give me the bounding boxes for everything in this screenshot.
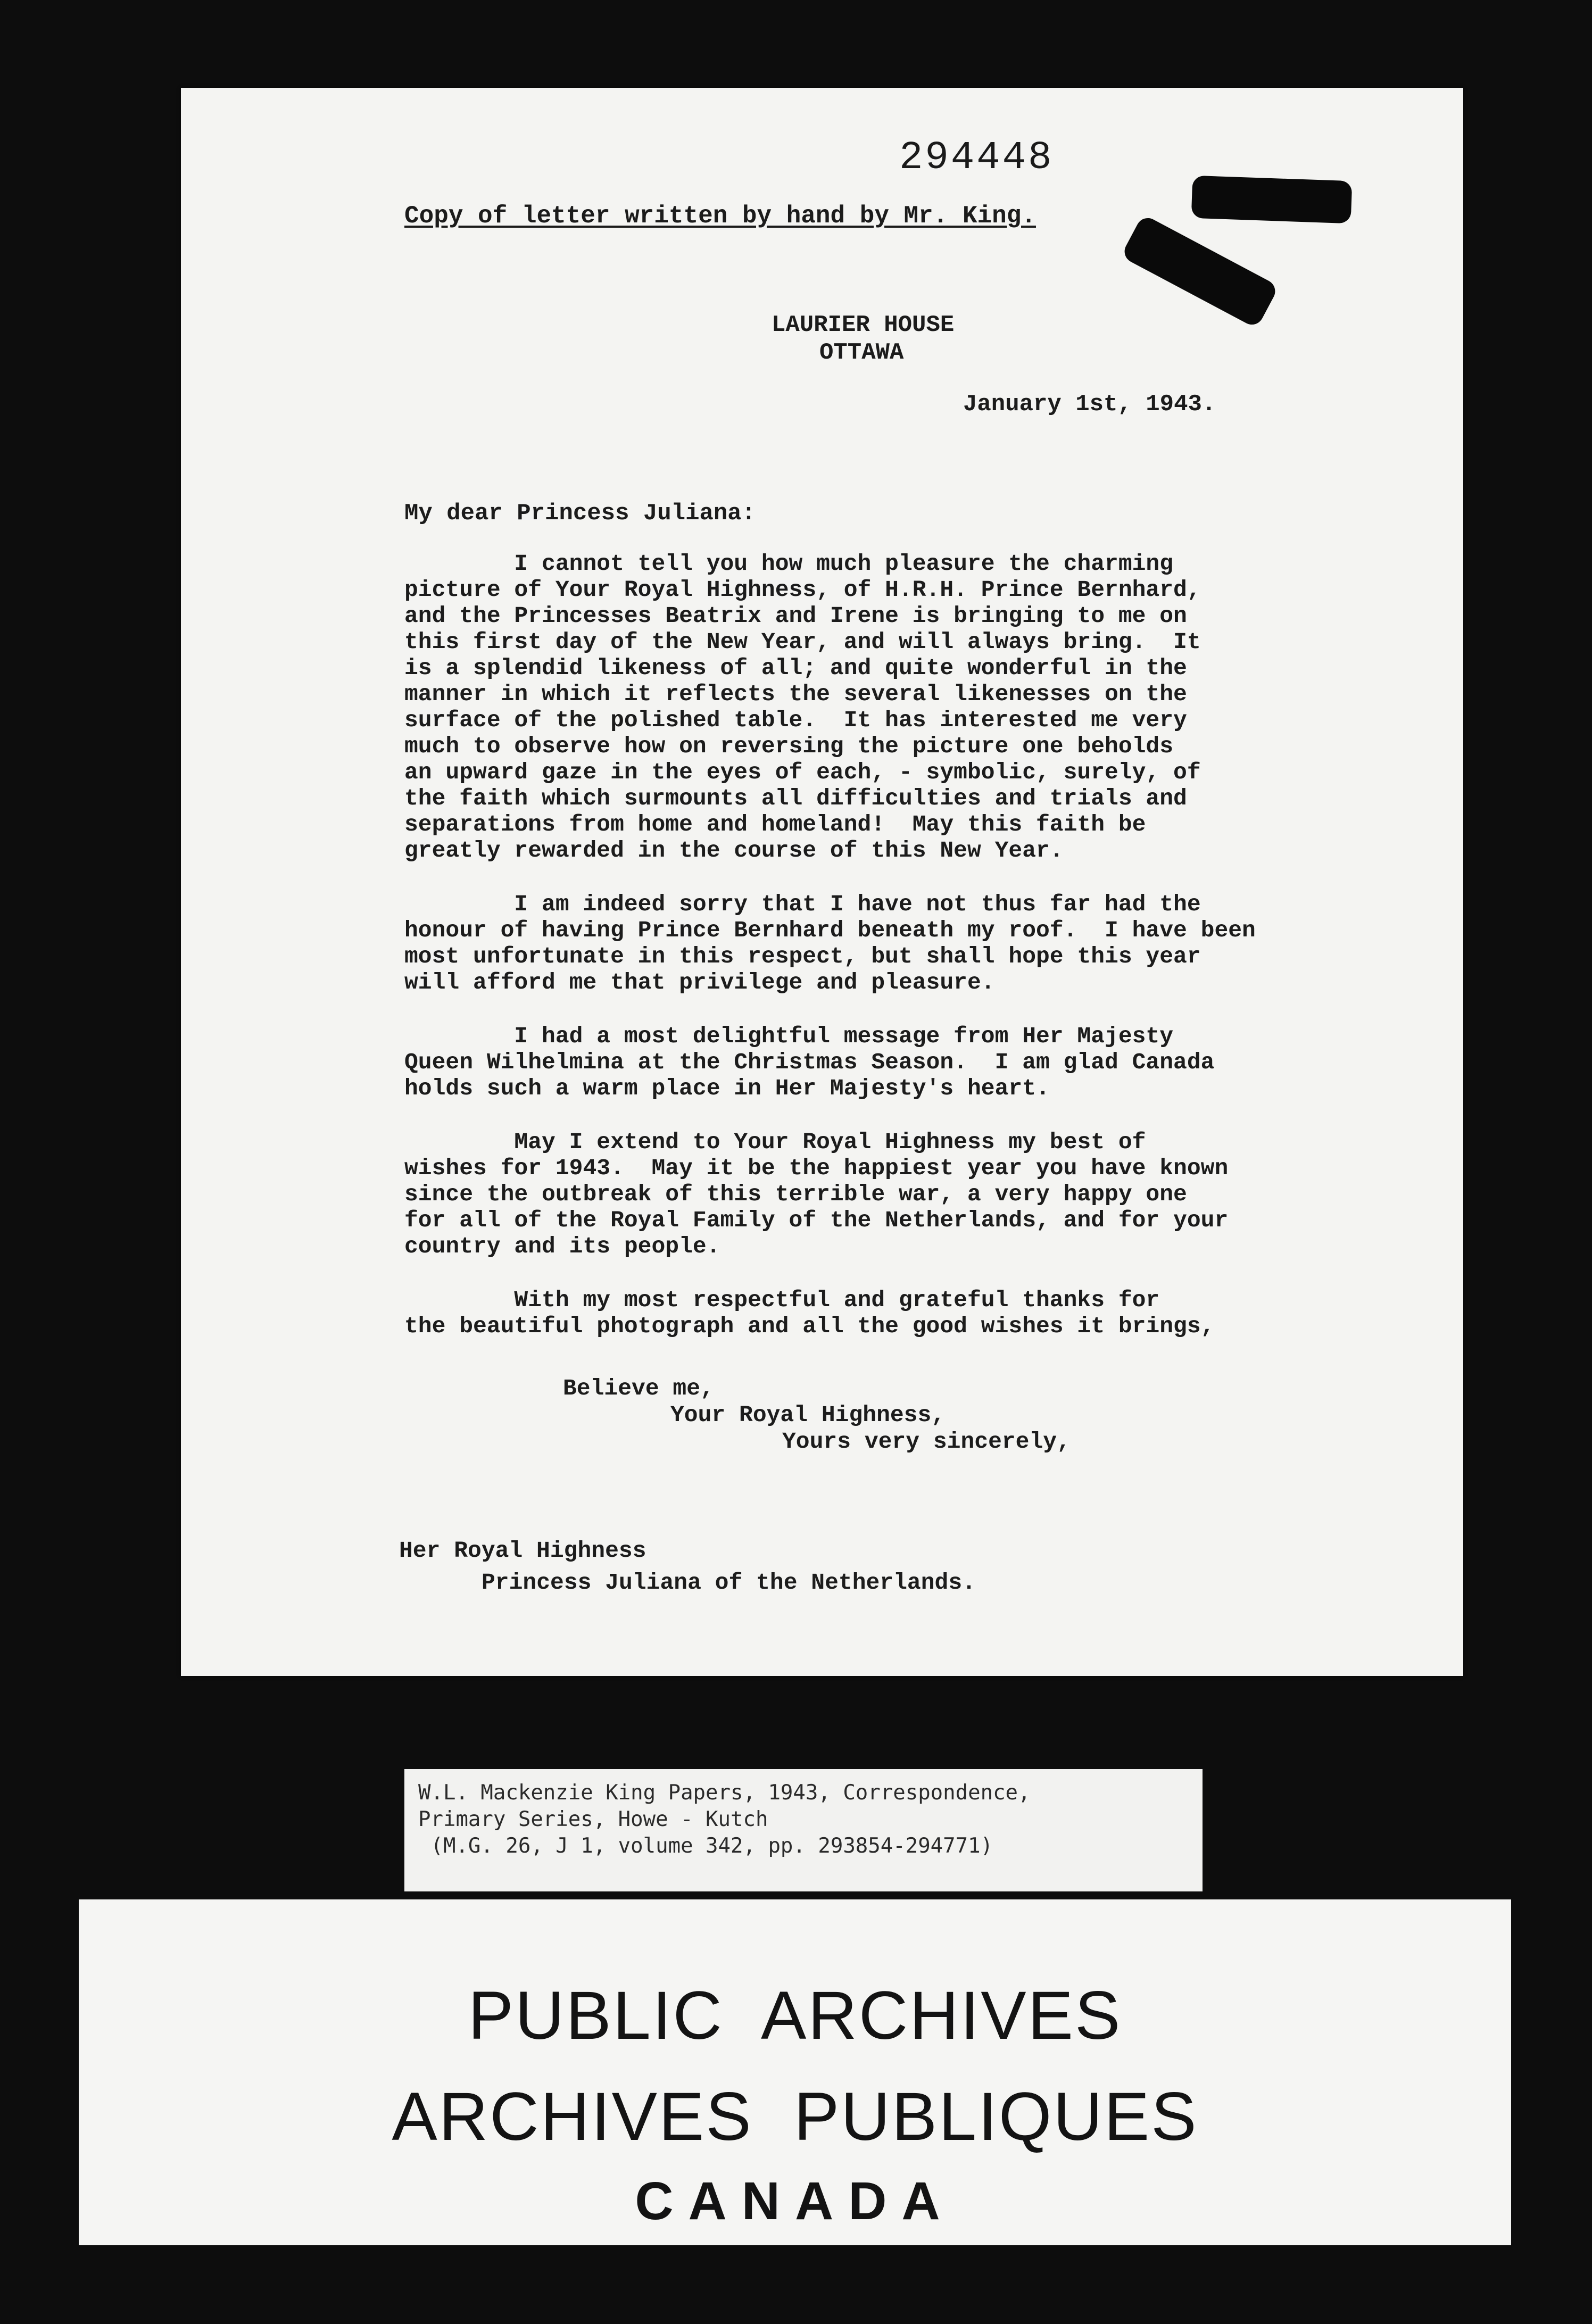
addressee-line-1: Her Royal Highness bbox=[399, 1538, 646, 1564]
reference-line-2: Primary Series, Howe - Kutch bbox=[418, 1807, 768, 1831]
reference-line-1: W.L. Mackenzie King Papers, 1943, Correspondence, bbox=[418, 1781, 1031, 1805]
redaction-mark bbox=[1121, 214, 1279, 329]
body-paragraph: I cannot tell you how much pleasure the charming picture of Your Royal Highness, of H.R.H. Prince Bernhard, and the Princesses Beatrix and Irene is bringing to me on this first day of the New Year, and will always bring. It is a splendid likeness of all; and quite wonderful in the manner in which it reflects the several likenesses on the surface of the polished table. It has interested me very much to observe how on reversing the picture one beholds an upward gaze in the eyes of each, - symbolic, surely, of the faith which surmounts all difficulties and trials and separations from home and homeland! May this faith be greatly rewarded in the course of this New Year. bbox=[404, 551, 1201, 864]
closing-line-1: Believe me, bbox=[563, 1375, 714, 1401]
closing-line-2: Your Royal Highness, bbox=[670, 1402, 946, 1428]
closing-line-3: Yours very sincerely, bbox=[782, 1429, 1071, 1455]
letterhead-line-1: LAURIER HOUSE bbox=[772, 312, 955, 338]
letter-heading: Copy of letter written by hand by Mr. King. bbox=[404, 202, 1036, 230]
reference-line-3: (M.G. 26, J 1, volume 342, pp. 293854-294771) bbox=[418, 1834, 993, 1858]
archive-card-line-3: CANADA bbox=[635, 2171, 955, 2231]
archival-reference-label bbox=[404, 1769, 1203, 1891]
redaction-mark bbox=[1191, 176, 1353, 223]
letterhead-line-2: OTTAWA bbox=[819, 339, 904, 366]
body-paragraph: May I extend to Your Royal Highness my best of wishes for 1943. May it be the happiest year you have known since the outbreak of this terrible war, a very happy one for all of the Royal Family of the Netherlands, and for your country and its people. bbox=[404, 1129, 1229, 1259]
letterhead bbox=[772, 311, 954, 367]
archive-card-line-2: ARCHIVES PUBLIQUES bbox=[392, 2079, 1198, 2155]
body-paragraph: With my most respectful and grateful thanks for the beautiful photograph and all the good wishes it brings, bbox=[404, 1287, 1215, 1339]
body-paragraph: I had a most delightful message from Her Majesty Queen Wilhelmina at the Christmas Season. I am glad Canada holds such a warm place in Her Majesty's heart. bbox=[404, 1023, 1215, 1101]
letter-body bbox=[404, 551, 1415, 1367]
addressee-line-2: Princess Juliana of the Netherlands. bbox=[482, 1570, 976, 1596]
letter-page bbox=[181, 88, 1463, 1676]
letter-date: January 1st, 1943. bbox=[963, 391, 1216, 418]
addressee bbox=[399, 1535, 976, 1599]
public-archives-card bbox=[79, 1899, 1511, 2245]
document-number: 294448 bbox=[899, 136, 1054, 180]
archive-card-line-1: PUBLIC ARCHIVES bbox=[468, 1978, 1122, 2054]
salutation: My dear Princess Juliana: bbox=[404, 500, 756, 527]
body-paragraph: I am indeed sorry that I have not thus far had the honour of having Prince Bernhard beneath my roof. I have been most unfortunate in this respect, but shall hope this year will afford me that privilege and pleasure. bbox=[404, 891, 1256, 995]
